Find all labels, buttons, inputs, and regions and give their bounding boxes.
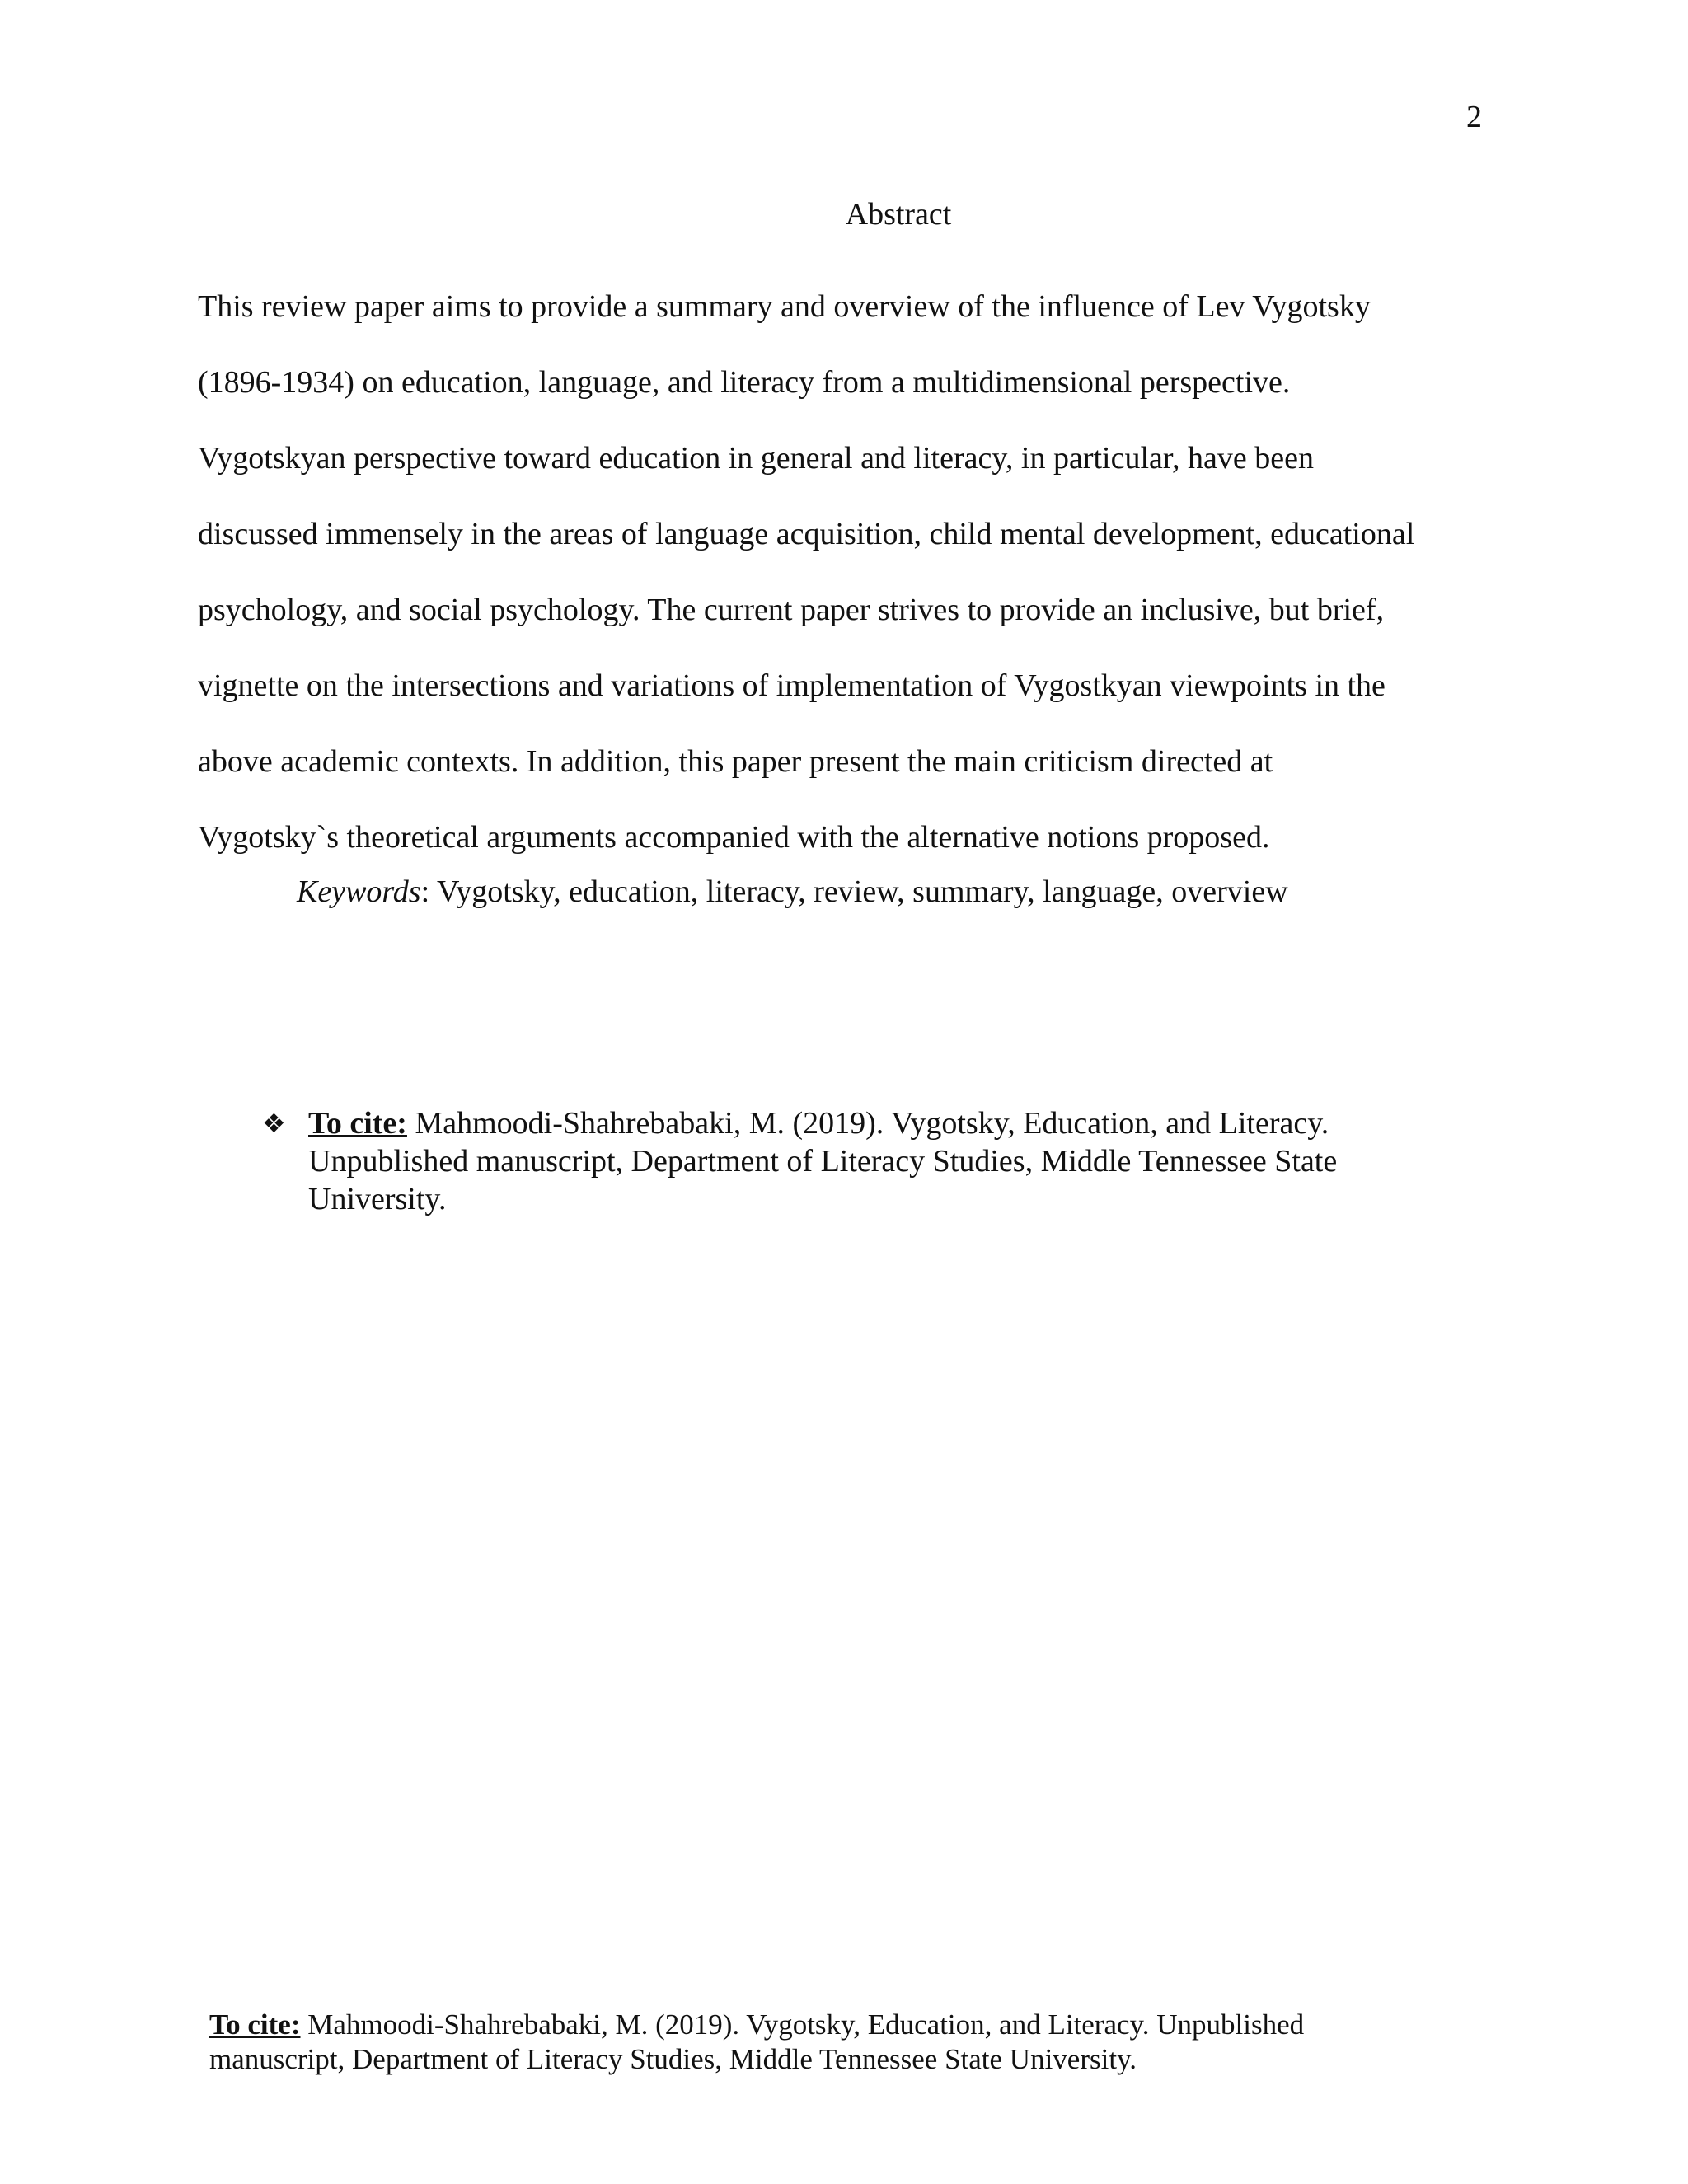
citation-line-text: Mahmoodi-Shahrebabaki, M. (2019). Vygotsky, Education, and Literacy.: [406, 1106, 1329, 1141]
abstract-heading: Abstract: [845, 197, 952, 232]
footer-citation-label: To cite:: [209, 2008, 301, 2041]
keywords: [297, 874, 1288, 910]
abstract-line: discussed immensely in the areas of language acquisition, child mental development, educational: [198, 517, 1415, 551]
citation-line: University.: [308, 1182, 447, 1216]
page-number: 2: [1466, 100, 1482, 134]
footer-citation-line: [209, 2008, 1528, 2042]
keywords-text: : Vygotsky, education, literacy, review, summary, language, overview: [420, 874, 1288, 909]
abstract-line: above academic contexts. In addition, this paper present the main criticism directed at: [198, 744, 1273, 779]
keywords-label: Keywords: [297, 874, 421, 909]
abstract-line: vignette on the intersections and variations of implementation of Vygostkyan viewpoints in the: [198, 668, 1386, 703]
abstract-line: (1896-1934) on education, language, and literacy from a multidimensional perspective.: [198, 365, 1291, 400]
abstract-line: Vygotskyan perspective toward education in general and literacy, in particular, have been: [198, 441, 1314, 476]
citation-line: Unpublished manuscript, Department of Literacy Studies, Middle Tennessee State: [308, 1144, 1338, 1179]
citation-text: [308, 1104, 1498, 1218]
citation-bullet-item: [262, 1104, 1498, 1218]
citation-label: To cite:: [308, 1106, 407, 1141]
diamond-bullet-icon: ❖: [262, 1108, 286, 1139]
abstract-line: Vygotsky`s theoretical arguments accompanied with the alternative notions proposed.: [198, 820, 1270, 855]
abstract-body: [198, 269, 1500, 875]
footer-citation-line-text: Mahmoodi-Shahrebabaki, M. (2019). Vygotsky, Education, and Literacy. Unpublished: [300, 2008, 1305, 2041]
footer-citation: [209, 2008, 1528, 2077]
citation-line: [308, 1104, 1498, 1142]
footer-citation-line: manuscript, Department of Literacy Studies, Middle Tennessee State University.: [209, 2043, 1137, 2075]
abstract-line: This review paper aims to provide a summary and overview of the influence of Lev Vygotsky: [198, 289, 1371, 324]
abstract-line: psychology, and social psychology. The current paper strives to provide an inclusive, but brief,: [198, 593, 1385, 627]
